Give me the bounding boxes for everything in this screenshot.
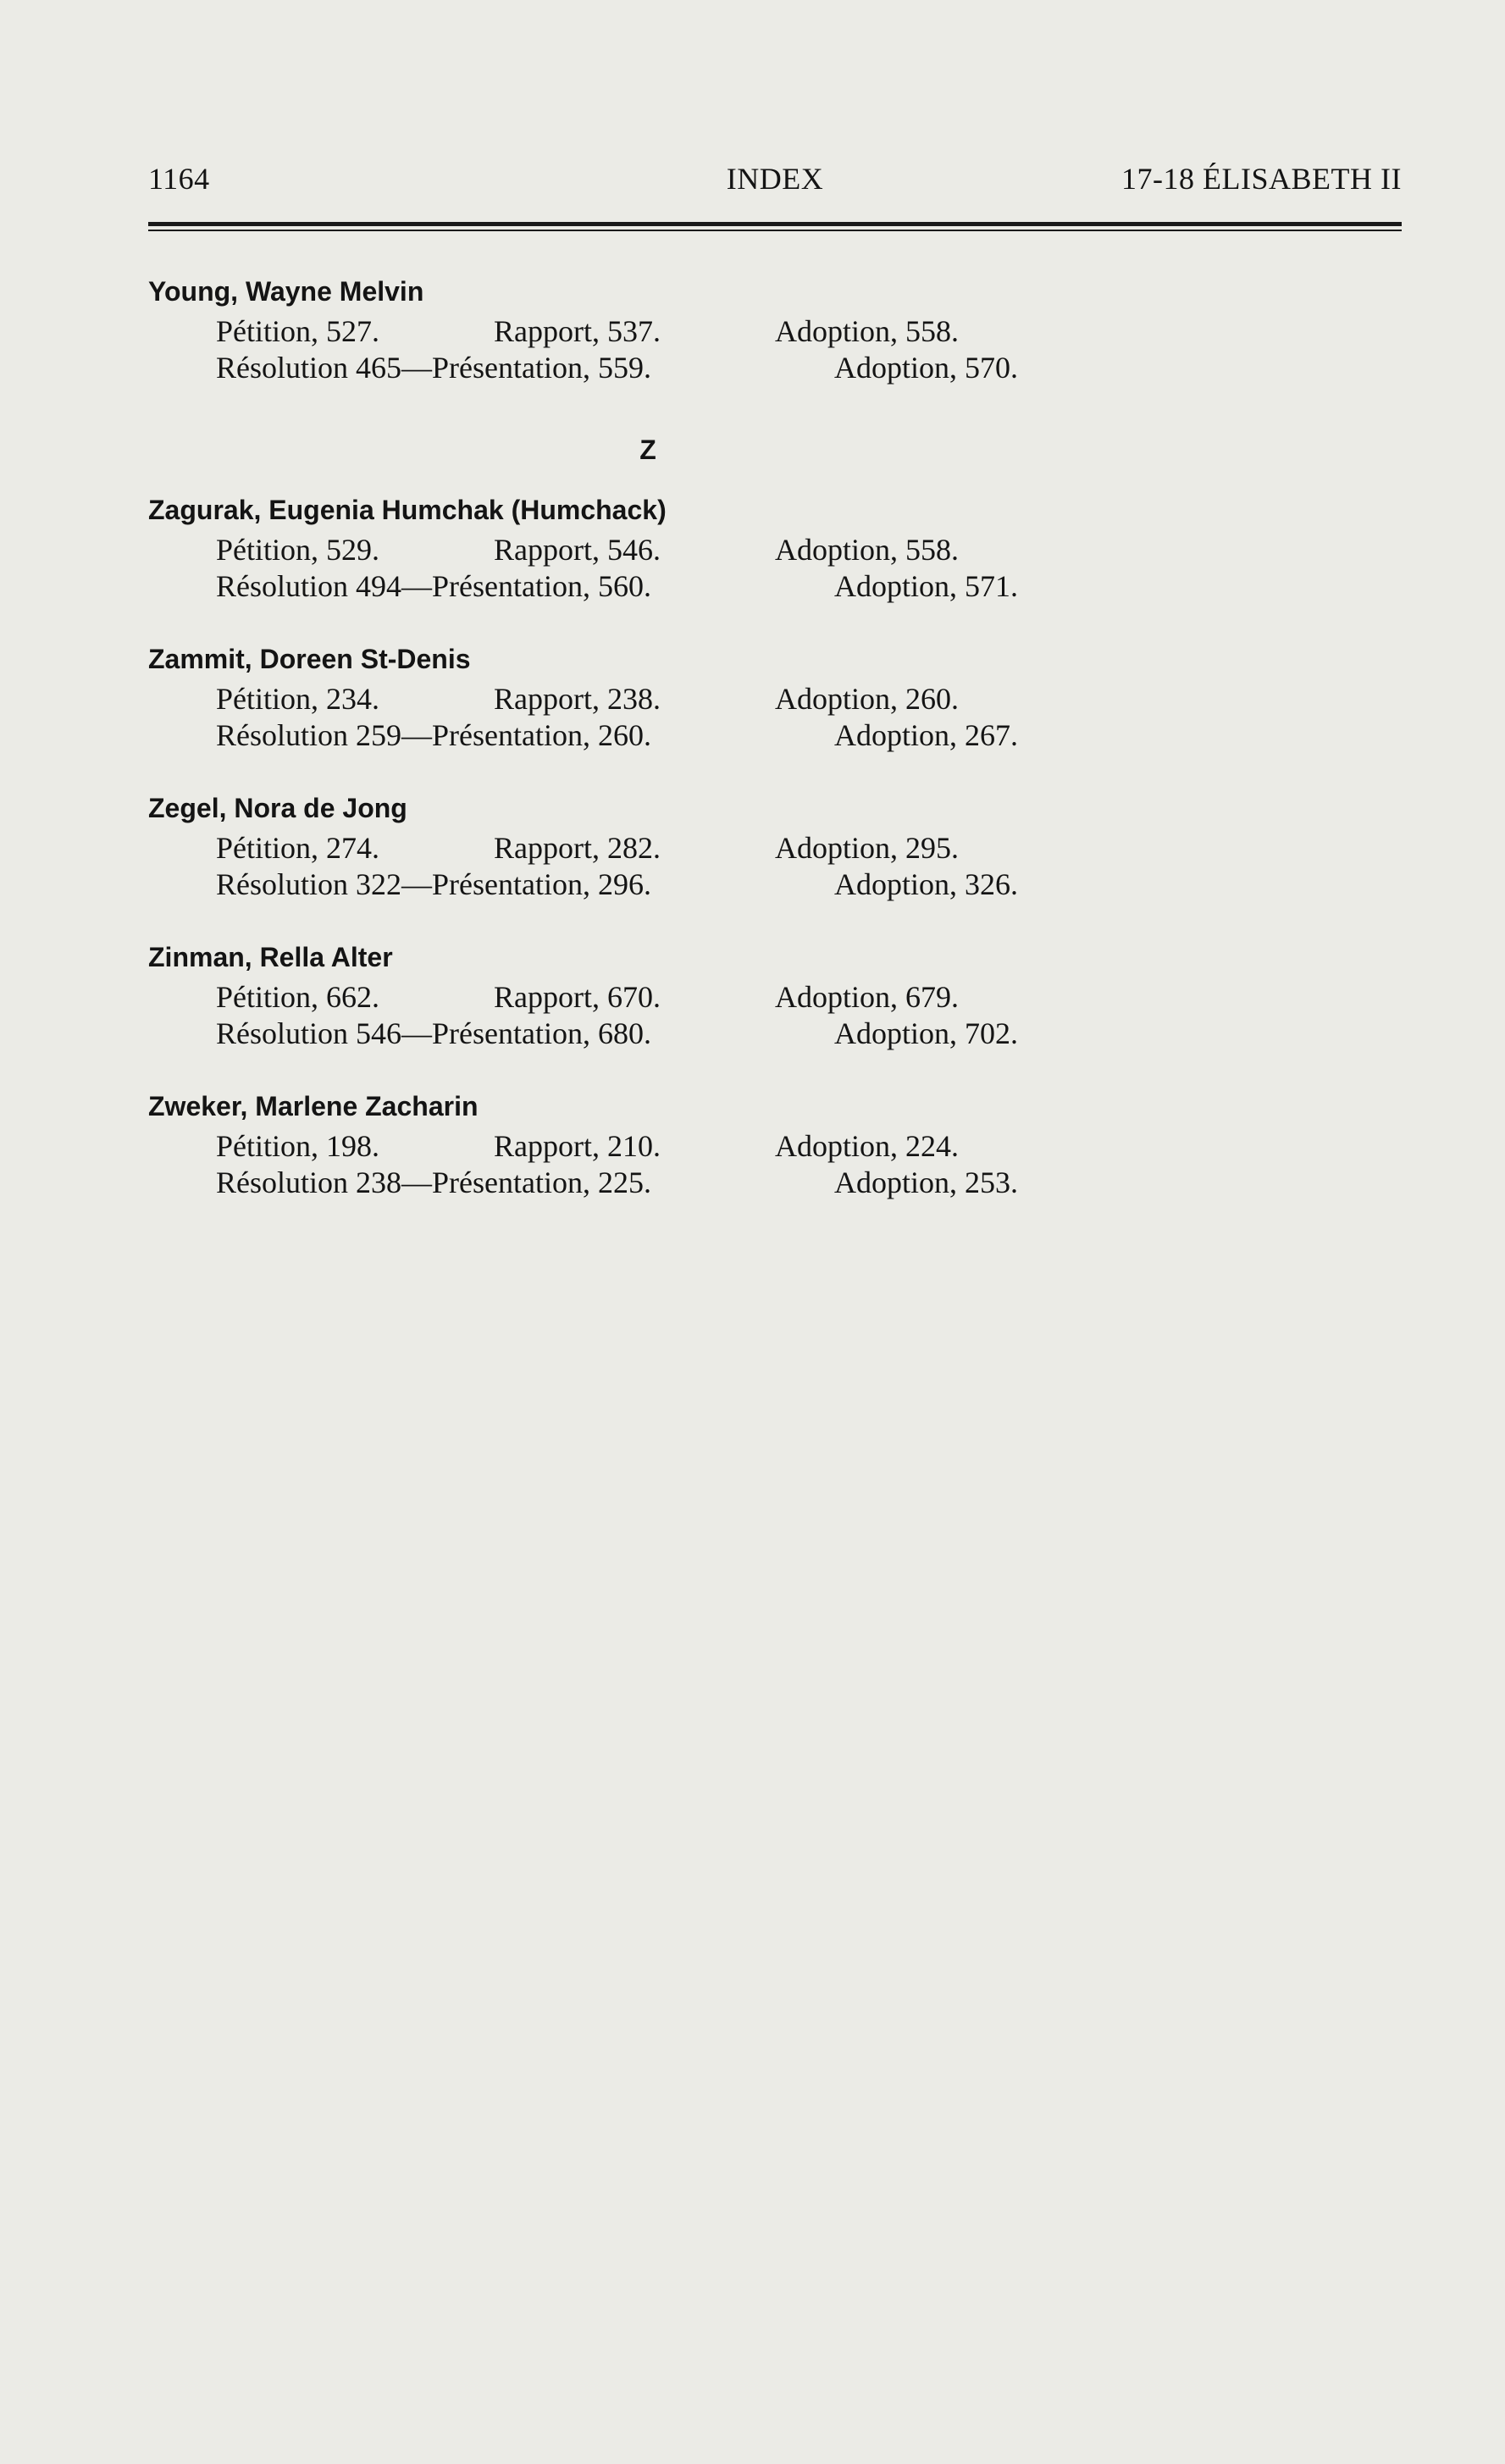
entry-line-petition xyxy=(148,979,1402,1016)
entry-name: Zammit, Doreen St-Denis xyxy=(148,644,471,674)
page-number: 1164 xyxy=(148,162,210,196)
entry-name: Young, Wayne Melvin xyxy=(148,276,424,307)
entry-line-petition xyxy=(148,681,1402,717)
entry-line-resolution xyxy=(148,867,1402,903)
index-entries xyxy=(148,269,1402,1233)
entry-line-petition xyxy=(148,532,1402,568)
rapport-ref: Rapport, 537. xyxy=(494,314,661,348)
adoption-ref: Adoption, 558. xyxy=(775,314,960,348)
adoption-ref: Adoption, 570. xyxy=(834,351,1019,385)
index-entry xyxy=(148,786,1402,935)
index-entry xyxy=(148,488,1402,637)
rapport-ref: Rapport, 670. xyxy=(494,980,661,1014)
adoption-ref: Adoption, 558. xyxy=(775,533,960,567)
entry-line-resolution xyxy=(148,350,1402,386)
entry-name: Zagurak, Eugenia Humchak (Humchack) xyxy=(148,495,667,525)
adoption-ref: Adoption, 295. xyxy=(775,831,960,865)
adoption-ref: Adoption, 260. xyxy=(775,682,960,716)
adoption-ref: Adoption, 253. xyxy=(834,1166,1019,1199)
resolution-ref: Résolution 494—Présentation, 560. xyxy=(216,569,651,603)
entry-line-petition xyxy=(148,830,1402,867)
petition-ref: Pétition, 274. xyxy=(216,831,380,865)
entry-name: Zinman, Rella Alter xyxy=(148,942,393,972)
entry-line-resolution xyxy=(148,717,1402,754)
entry-line-resolution xyxy=(148,568,1402,605)
entry-line-petition xyxy=(148,1128,1402,1165)
index-entry xyxy=(148,935,1402,1084)
adoption-ref: Adoption, 679. xyxy=(775,980,960,1014)
petition-ref: Pétition, 234. xyxy=(216,682,380,716)
adoption-ref: Adoption, 702. xyxy=(834,1016,1019,1050)
adoption-ref: Adoption, 571. xyxy=(834,569,1019,603)
header-rule-thin xyxy=(148,230,1402,231)
running-head xyxy=(148,161,1402,203)
petition-ref: Pétition, 662. xyxy=(216,980,380,1014)
adoption-ref: Adoption, 267. xyxy=(834,718,1019,752)
entry-name: Zegel, Nora de Jong xyxy=(148,793,407,823)
entry-line-petition xyxy=(148,313,1402,350)
petition-ref: Pétition, 198. xyxy=(216,1129,380,1163)
resolution-ref: Résolution 465—Présentation, 559. xyxy=(216,351,651,385)
rapport-ref: Rapport, 210. xyxy=(494,1129,661,1163)
index-entry xyxy=(148,1084,1402,1233)
petition-ref: Pétition, 527. xyxy=(216,314,380,348)
resolution-ref: Résolution 546—Présentation, 680. xyxy=(216,1016,651,1050)
entry-line-resolution xyxy=(148,1016,1402,1052)
rapport-ref: Rapport, 546. xyxy=(494,533,661,567)
header-rule-thick xyxy=(148,222,1402,226)
running-head-volume: 17-18 ÉLISABETH II xyxy=(1121,162,1402,196)
petition-ref: Pétition, 529. xyxy=(216,533,380,567)
adoption-ref: Adoption, 224. xyxy=(775,1129,960,1163)
section-letter: Z xyxy=(639,435,656,465)
resolution-ref: Résolution 238—Présentation, 225. xyxy=(216,1166,651,1199)
resolution-ref: Résolution 322—Présentation, 296. xyxy=(216,867,651,901)
adoption-ref: Adoption, 326. xyxy=(834,867,1019,901)
rapport-ref: Rapport, 238. xyxy=(494,682,661,716)
resolution-ref: Résolution 259—Présentation, 260. xyxy=(216,718,651,752)
index-entry xyxy=(148,269,1402,418)
entry-name: Zweker, Marlene Zacharin xyxy=(148,1091,479,1121)
index-entry xyxy=(148,637,1402,786)
entry-line-resolution xyxy=(148,1165,1402,1201)
running-head-title: INDEX xyxy=(726,162,824,196)
rapport-ref: Rapport, 282. xyxy=(494,831,661,865)
